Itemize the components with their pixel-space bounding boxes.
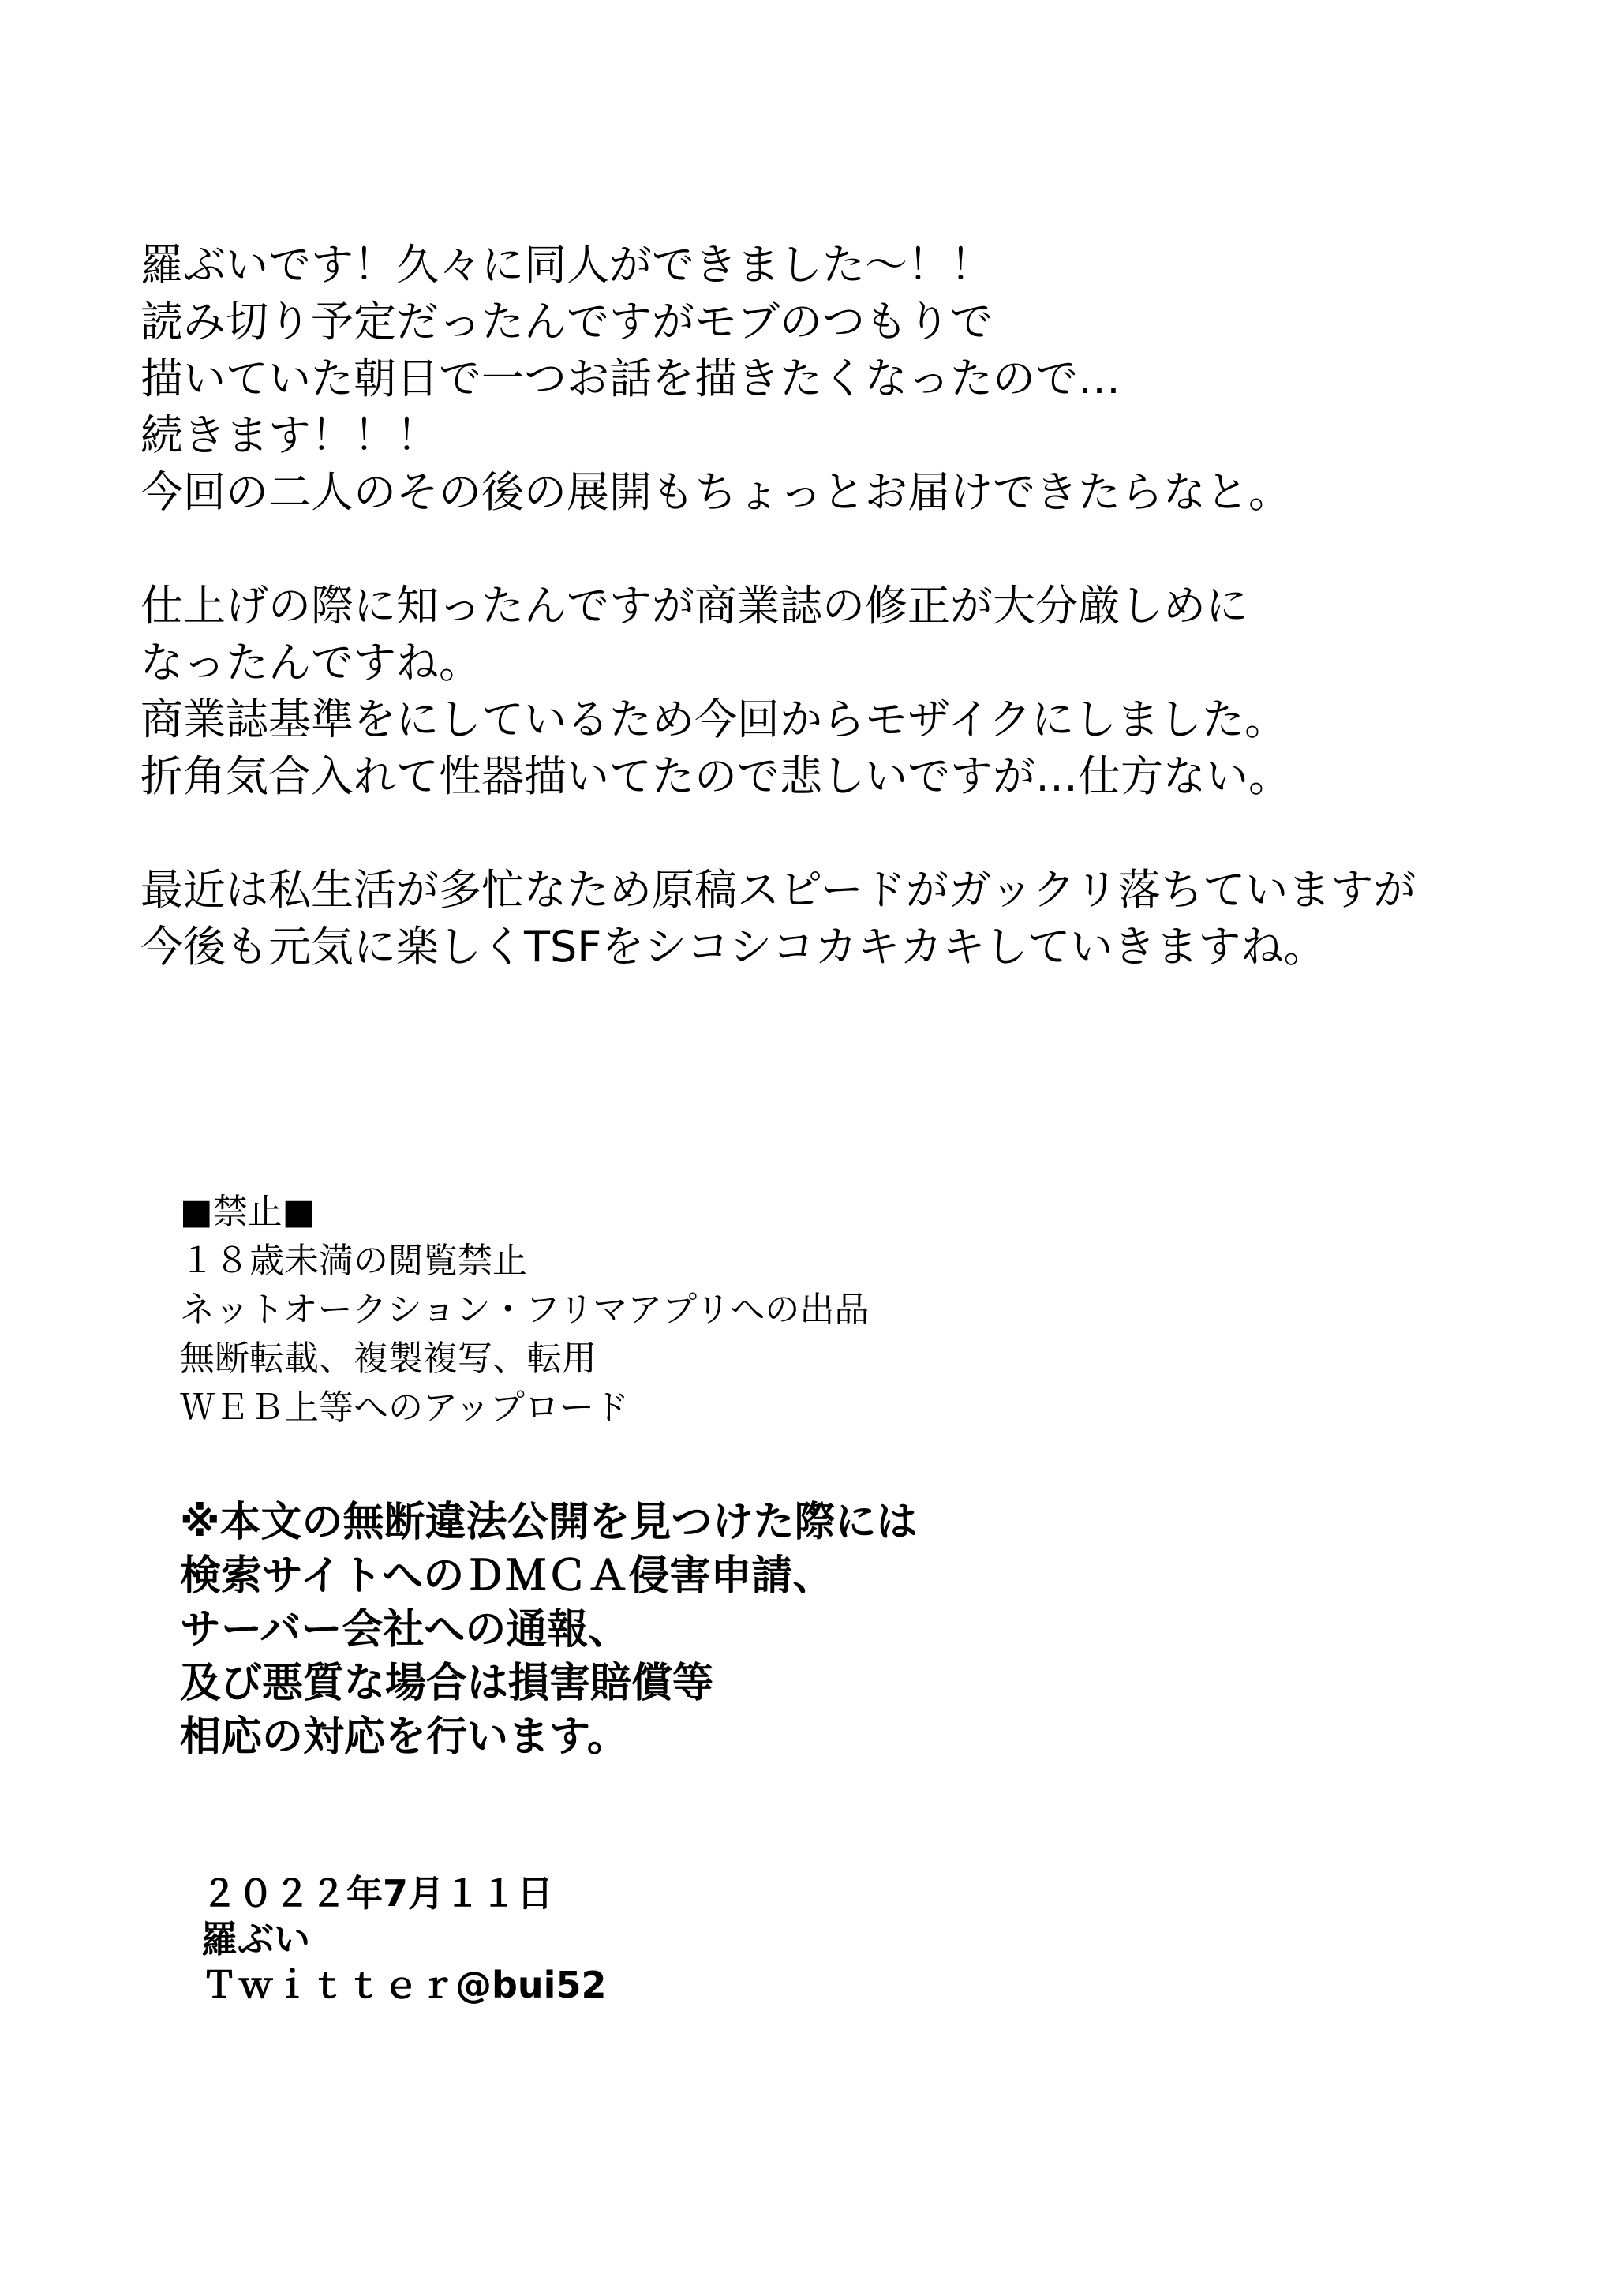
publication-date: ２０２２年7月１１日 (201, 1872, 554, 1915)
signature-block (201, 1870, 1148, 2008)
afterword-line: なったんですね。 (140, 638, 481, 687)
notice-line: ※本文の無断違法公開を見つけた際には (180, 1499, 918, 1546)
afterword-line: 折角気合入れて性器描いてたので悲しいですが…仕方ない。 (140, 751, 1291, 801)
notice-line: 検索サイトへのＤＭＣＡ侵害申請、 (180, 1552, 834, 1600)
prohibition-item: ネットオークション・フリマアプリへの出品 (180, 1290, 870, 1330)
paragraph-gap (140, 805, 1600, 862)
afterword-line: 仕上げの際に知ったんですが商業誌の修正が大分厳しめに (140, 581, 1248, 631)
prohibition-item: ＷＥＢ上等へのアップロード (180, 1387, 629, 1428)
afterword-line: 続きます！！！ (140, 410, 439, 460)
afterword-text (140, 237, 1600, 975)
notice-line: サーバー会社への通報、 (180, 1606, 630, 1653)
notice-line: 及び悪質な場合は損害賠償等 (180, 1660, 714, 1707)
afterword-line: 読み切り予定だったんですがモブのつもりで (140, 297, 993, 346)
twitter-handle: Ｔｗｉｔｔｅｒ@bui52 (201, 1964, 607, 2006)
paragraph-gap (140, 521, 1600, 578)
afterword-line: 最近は私生活が多忙なため原稿スピードがガックリ落ちていますが (140, 865, 1416, 915)
prohibitions-heading: ■禁止■ (180, 1192, 316, 1232)
prohibitions-section (180, 1188, 1364, 1432)
afterword-line: 商業誌基準をにしているため今回からモザイクにしました。 (140, 695, 1288, 744)
afterword-line: 今後も元気に楽しくTSFをシコシコカキカキしていきますね。 (140, 922, 1327, 972)
afterword-line: 描いていた朝日で一つお話を描きたくなったので… (140, 354, 1121, 403)
afterword-line: 羅ぶいです！久々に同人ができました～！！ (140, 240, 993, 290)
afterword-line: 今回の二人のその後の展開もちょっとお届けできたらなと。 (140, 467, 1291, 517)
legal-notice (180, 1496, 1364, 1764)
notice-line: 相応の対応を行います。 (180, 1713, 628, 1761)
prohibition-item: 無断転載、複製複写、転用 (180, 1339, 597, 1379)
prohibition-item: １８歳未満の閲覧禁止 (180, 1241, 527, 1281)
author-name: 羅ぶい (201, 1918, 310, 1960)
